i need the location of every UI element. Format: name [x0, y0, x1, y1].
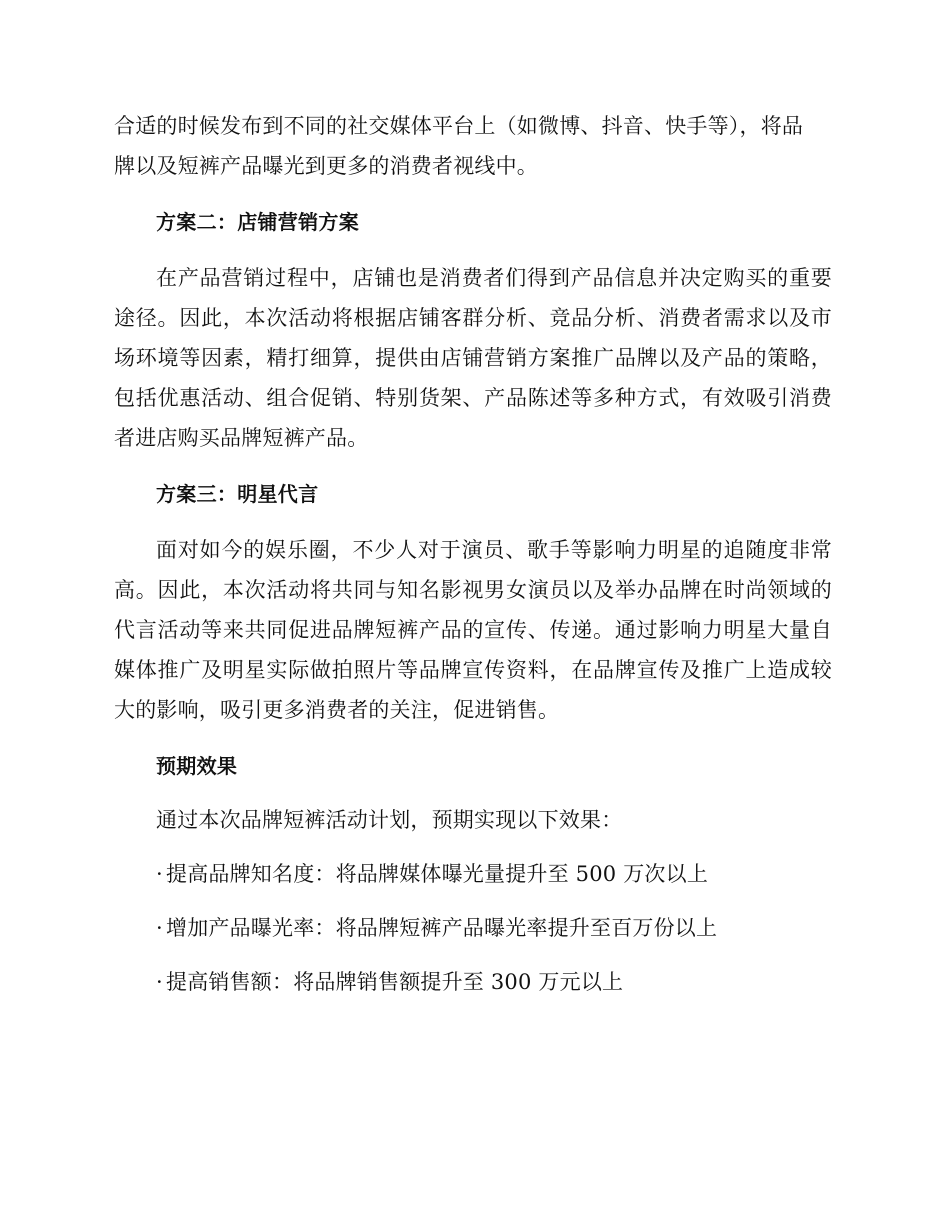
- expected-intro: 通过本次品牌短裤活动计划，预期实现以下效果：: [156, 808, 623, 832]
- bullet-mark: ·: [156, 862, 163, 886]
- section2-paragraph: 在产品营销过程中，店铺也是消费者们得到产品信息并决定购买的重要途径。因此，本次活动将根据店铺客群分析、竞品分析、消费者需求以及市场环境等因素，精打细算，提供由店铺营销方案推广品牌以及产品的策略，包括优惠活动、组合促销、特别货架、产品陈述等多种方式，有效吸引消费者进店购买品牌短裤产品。: [114, 266, 832, 450]
- bullet-text: 增加产品曝光率：将品牌短裤产品曝光率提升至百万份以上: [166, 916, 718, 940]
- section3-paragraph: 面对如今的娱乐圈，不少人对于演员、歌手等影响力明星的追随度非常高。因此，本次活动将共同与知名影视男女演员以及举办品牌在时尚领域的代言活动等来共同促进品牌短裤产品的宣传、传递。通过影响力明星大量自媒体推广及明星实际做拍照片等品牌宣传资料，在品牌宣传及推广上造成较大的影响，吸引更多消费者的关注，促进销售。: [114, 538, 832, 722]
- bullet-text: 提高销售额：将品牌销售额提升至 300 万元以上: [166, 970, 624, 994]
- bullet-item: [114, 908, 832, 948]
- intro-line-1: 合适的时候发布到不同的社交媒体平台上（如微博、抖音、快手等），将品: [114, 114, 804, 138]
- section2-heading: 方案二：店铺营销方案: [156, 210, 359, 234]
- expected-heading: 预期效果: [156, 754, 238, 778]
- bullet-mark: ·: [156, 970, 163, 994]
- intro-paragraph: [114, 106, 832, 186]
- intro-line-2: 牌以及短裤产品曝光到更多的消费者视线中。: [114, 154, 538, 178]
- bullet-item: [114, 962, 832, 1002]
- section3-heading: 方案三：明星代言: [156, 482, 319, 506]
- bullet-text: 提高品牌知名度：将品牌媒体曝光量提升至 500 万次以上: [166, 862, 709, 886]
- bullet-item: [114, 854, 832, 894]
- bullet-mark: ·: [156, 916, 163, 940]
